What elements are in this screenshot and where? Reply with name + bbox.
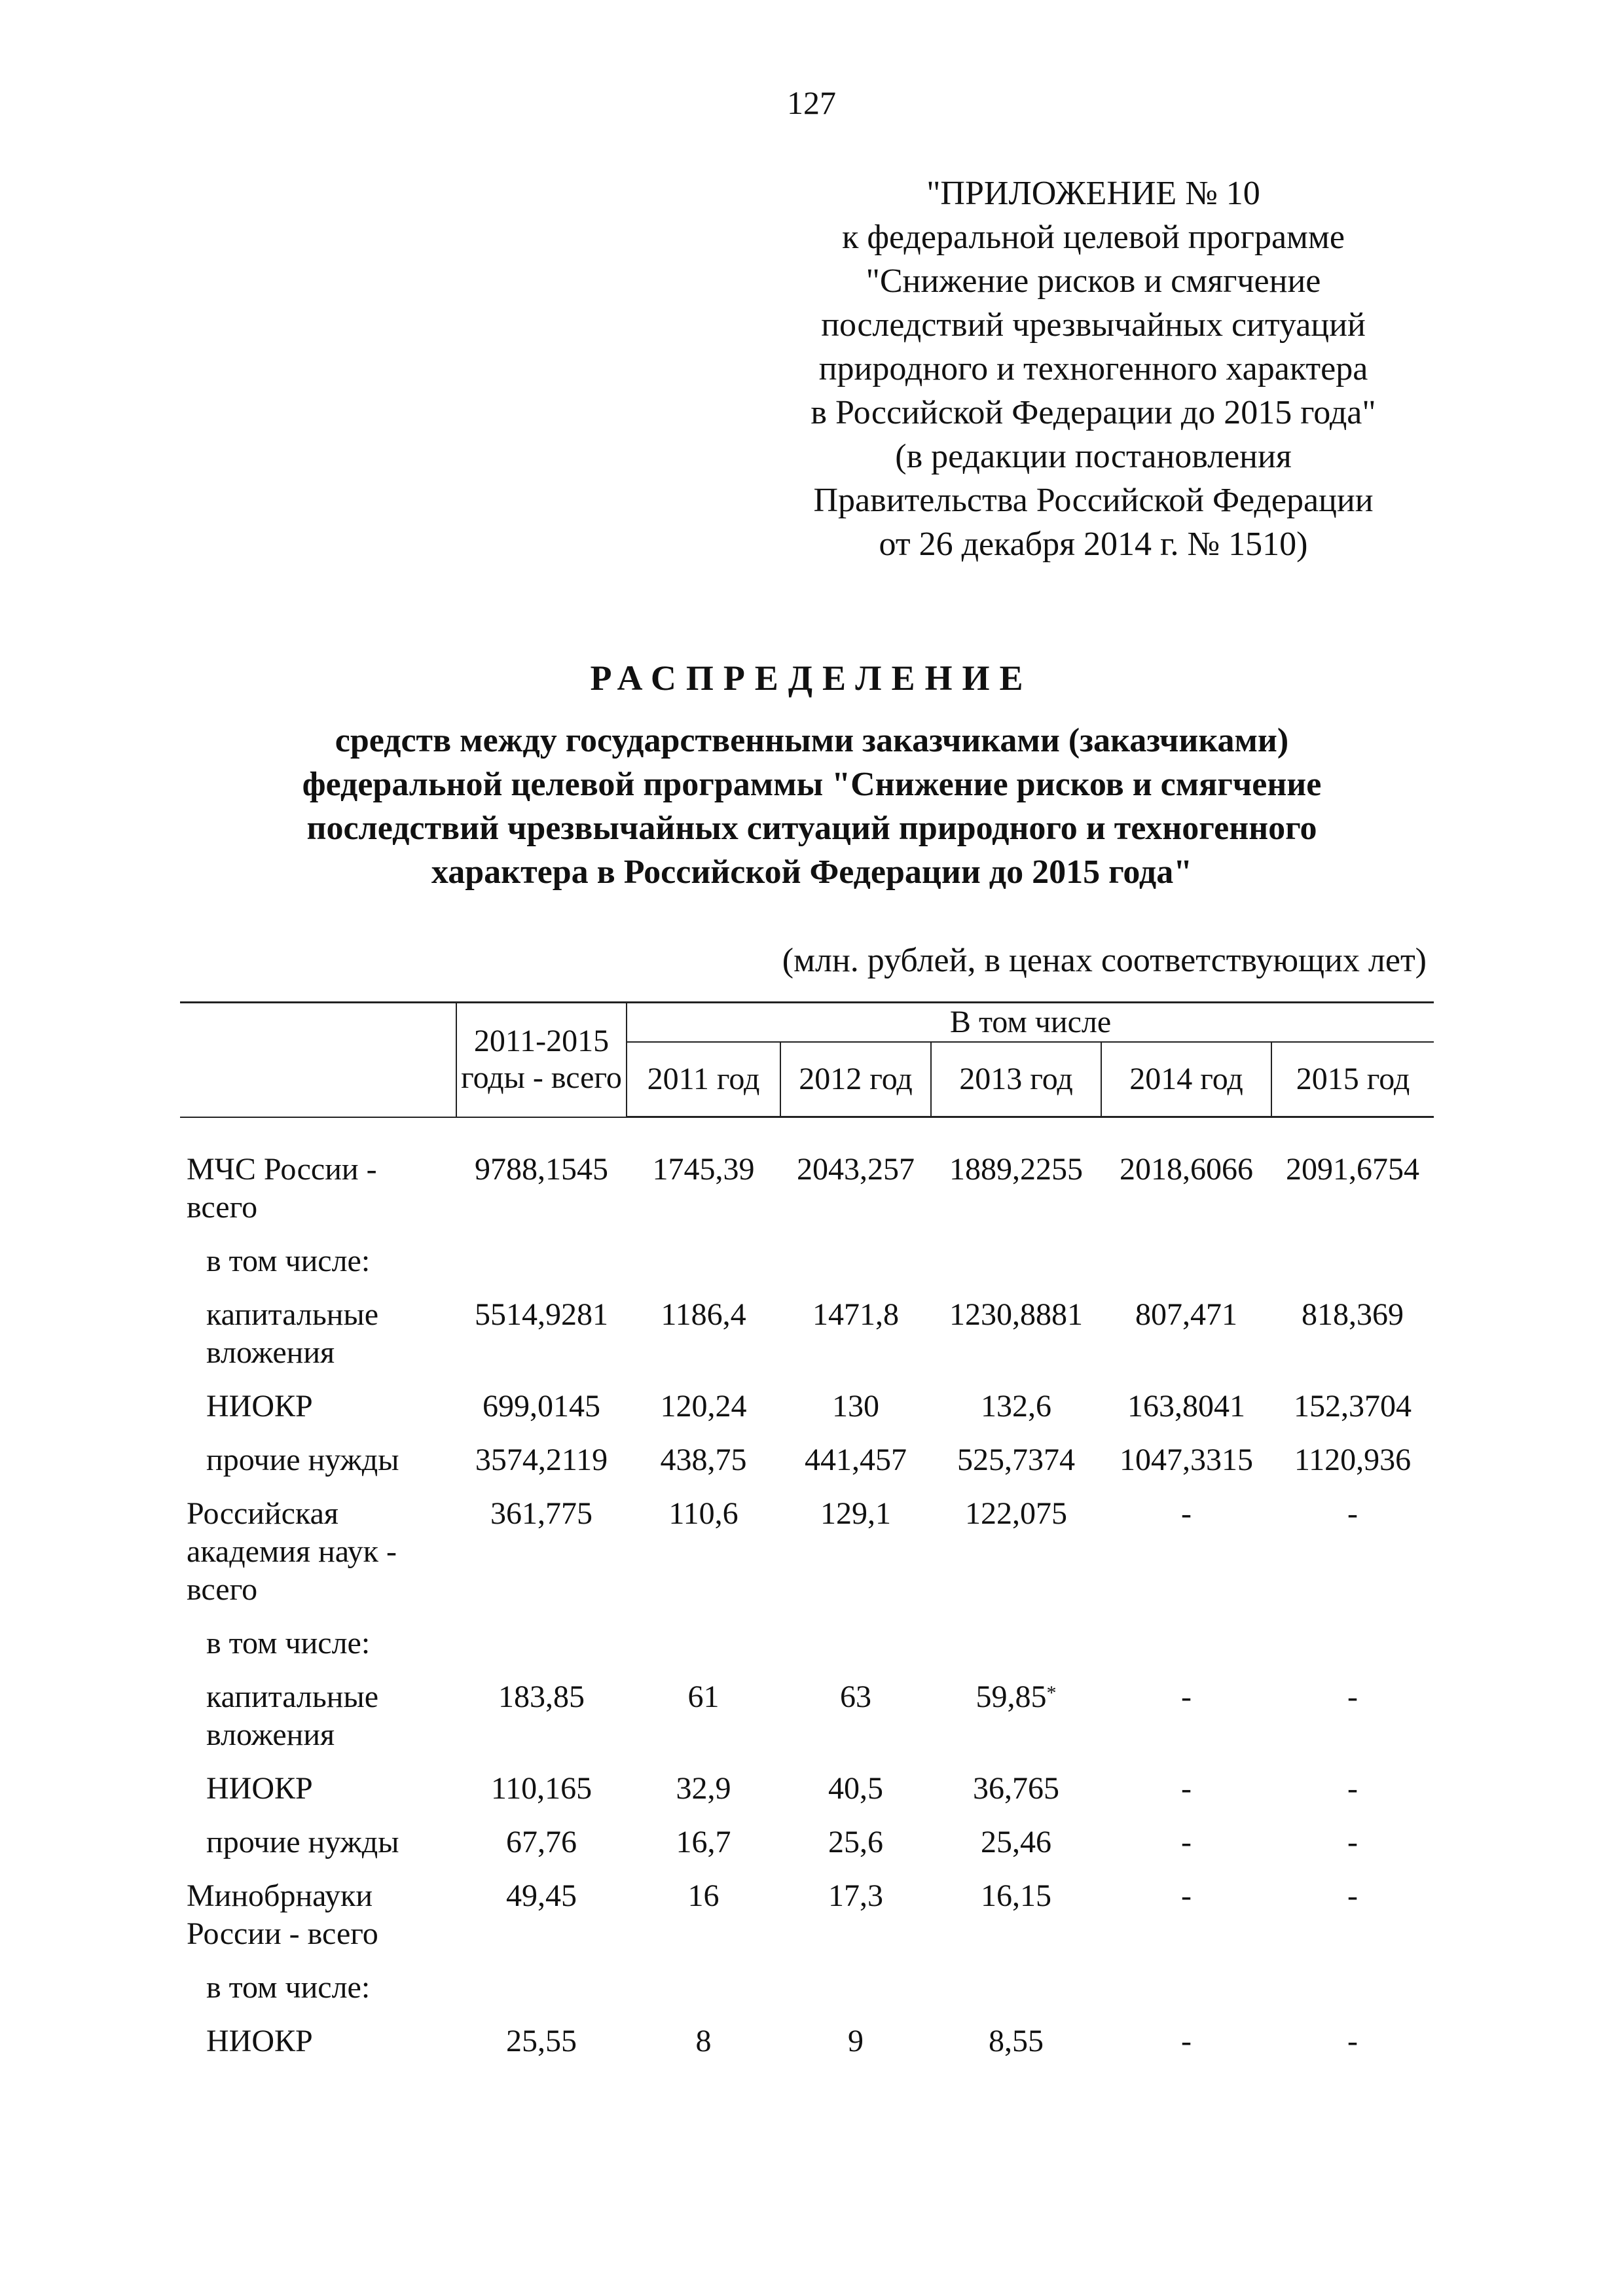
cell-value: 818,369: [1302, 1297, 1404, 1332]
row-value: [627, 1678, 780, 1770]
cell-value: 25,6: [828, 1825, 883, 1859]
row-value: [627, 1823, 780, 1877]
row-value: [627, 2022, 780, 2076]
cell-value: 110,6: [668, 1496, 739, 1531]
cell-value: 120,24: [660, 1389, 747, 1424]
row-value: [456, 1242, 627, 1296]
row-value: [780, 1877, 931, 1969]
row-value: [627, 1296, 780, 1388]
cell-value: -: [1347, 1496, 1359, 1531]
row-value: [780, 1678, 931, 1770]
cell-value: -: [1347, 1825, 1359, 1859]
appendix-line: "ПРИЛОЖЕНИЕ № 10: [926, 175, 1260, 212]
header-total: 2011-2015 годы - всего: [456, 1003, 627, 1117]
cell-value: 129,1: [820, 1496, 891, 1531]
row-value: [627, 1388, 780, 1441]
row-value: [931, 1877, 1101, 1969]
appendix-line: (в редакции постановления: [895, 438, 1292, 475]
cell-value: 1471,8: [812, 1297, 899, 1332]
cell-value: -: [1347, 2024, 1359, 2058]
cell-value: 8: [695, 2024, 712, 2058]
appendix-line: от 26 декабря 2014 г. № 1510): [879, 526, 1308, 563]
row-value: [1101, 1495, 1271, 1624]
row-value: [456, 1441, 627, 1495]
row-value: [931, 1296, 1101, 1388]
cell-value: 1230,8881: [949, 1297, 1083, 1332]
cell-value: 1186,4: [661, 1297, 746, 1332]
table-row: [180, 1823, 1434, 1877]
row-value: [931, 1242, 1101, 1296]
row-value: [1271, 1624, 1434, 1678]
distribution-table: [180, 1001, 1434, 2076]
row-value: [456, 1151, 627, 1242]
row-label: капитальные вложения: [206, 1297, 379, 1370]
cell-value: 3574,2119: [475, 1443, 608, 1477]
subheading-line: федеральной целевой программы "Снижение рисков и смягчение: [302, 766, 1322, 803]
header-group: В том числе: [627, 1003, 1434, 1043]
cell-value: -: [1181, 1878, 1192, 1913]
cell-value: 361,775: [490, 1496, 593, 1531]
document-heading: РАСПРЕДЕЛЕНИЕ: [590, 658, 1033, 698]
appendix-line: "Снижение рисков и смягчение: [866, 262, 1321, 300]
row-value: [1271, 1388, 1434, 1441]
header-year: 2013 год: [931, 1042, 1101, 1117]
row-value: [1271, 1495, 1434, 1624]
row-value: [456, 1678, 627, 1770]
cell-value: -: [1181, 2024, 1192, 2058]
row-label: прочие нужды: [206, 1443, 399, 1477]
row-value: [627, 1877, 780, 1969]
row-value: [780, 1151, 931, 1242]
row-value: [780, 1624, 931, 1678]
row-value: [780, 1296, 931, 1388]
row-value: [627, 1495, 780, 1624]
table-row: [180, 1770, 1434, 1823]
row-value: [1101, 1969, 1271, 2022]
row-value: [1271, 1678, 1434, 1770]
cell-value: -: [1347, 1878, 1359, 1913]
cell-value: 59,85: [976, 1679, 1047, 1714]
cell-value: 25,55: [506, 2024, 577, 2058]
cell-value: 8,55: [989, 2024, 1044, 2058]
appendix-line: в Российской Федерации до 2015 года": [811, 394, 1376, 431]
cell-value: 36,765: [973, 1771, 1059, 1806]
row-value: [931, 1823, 1101, 1877]
footnote-mark: *: [1046, 1682, 1057, 1704]
row-label: МЧС России - всего: [187, 1152, 377, 1225]
row-value: [931, 1678, 1101, 1770]
cell-value: 699,0145: [483, 1389, 600, 1424]
cell-value: 152,3704: [1294, 1389, 1412, 1424]
row-label: Минобрнауки России - всего: [187, 1878, 378, 1951]
row-value: [931, 1770, 1101, 1823]
cell-value: -: [1347, 1771, 1359, 1806]
row-value: [627, 1242, 780, 1296]
table-body: [180, 1117, 1434, 2077]
row-value: [931, 2022, 1101, 2076]
cell-value: 16,15: [981, 1878, 1051, 1913]
row-value: [1271, 1823, 1434, 1877]
row-value: [1101, 1296, 1271, 1388]
table-row: [180, 1296, 1434, 1388]
row-label: НИОКР: [206, 1771, 313, 1806]
document-subheading: [196, 719, 1427, 894]
row-label: в том числе:: [206, 1626, 371, 1660]
cell-value: 32,9: [676, 1771, 731, 1806]
row-value: [627, 1770, 780, 1823]
table-row: [180, 1678, 1434, 1770]
row-label: прочие нужды: [206, 1825, 399, 1859]
appendix-line: последствий чрезвычайных ситуаций: [821, 306, 1366, 344]
cell-value: 183,85: [498, 1679, 585, 1714]
subheading-line: средств между государственными заказчиками (заказчиками): [335, 722, 1289, 759]
cell-value: 2018,6066: [1120, 1152, 1253, 1187]
cell-value: 130: [832, 1389, 879, 1424]
row-value: [1101, 1678, 1271, 1770]
cell-value: 49,45: [506, 1878, 577, 1913]
row-value: [1101, 1624, 1271, 1678]
row-value: [1271, 1877, 1434, 1969]
row-value: [1271, 1296, 1434, 1388]
cell-value: 25,46: [981, 1825, 1051, 1859]
cell-value: 9: [848, 2024, 864, 2058]
appendix-line: Правительства Российской Федерации: [813, 482, 1374, 519]
cell-value: 438,75: [660, 1443, 747, 1477]
row-value: [1101, 2022, 1271, 2076]
table-row: [180, 1388, 1434, 1441]
row-value: [1271, 1770, 1434, 1823]
row-value: [1271, 1969, 1434, 2022]
units-note: (млн. рублей, в ценах соответствующих лет): [782, 942, 1427, 979]
cell-value: 1047,3315: [1120, 1443, 1253, 1477]
row-value: [456, 2022, 627, 2076]
row-value: [1101, 1441, 1271, 1495]
table-row: [180, 1441, 1434, 1495]
cell-value: 16: [687, 1878, 720, 1913]
row-value: [1101, 1877, 1271, 1969]
row-label: НИОКР: [206, 1389, 313, 1424]
cell-value: 122,075: [965, 1496, 1067, 1531]
row-value: [1271, 1242, 1434, 1296]
appendix-line: природного и техногенного характера: [818, 350, 1368, 387]
cell-value: 9788,1545: [475, 1152, 608, 1187]
cell-value: 1889,2255: [949, 1152, 1083, 1187]
row-value: [1101, 1823, 1271, 1877]
cell-value: 1120,936: [1294, 1443, 1412, 1477]
cell-value: 40,5: [828, 1771, 883, 1806]
row-value: [1101, 1770, 1271, 1823]
table-row: [180, 1877, 1434, 1969]
row-value: [627, 1151, 780, 1242]
row-value: [456, 1495, 627, 1624]
row-value: [456, 1624, 627, 1678]
row-value: [780, 1770, 931, 1823]
row-value: [931, 1441, 1101, 1495]
table-row: [180, 1495, 1434, 1624]
row-value: [780, 1441, 931, 1495]
subheading-line: характера в Российской Федерации до 2015 года": [431, 853, 1193, 891]
row-value: [627, 1441, 780, 1495]
cell-value: -: [1181, 1771, 1192, 1806]
table-row: [180, 1151, 1434, 1242]
row-value: [780, 1388, 931, 1441]
cell-value: -: [1181, 1825, 1192, 1859]
cell-value: -: [1181, 1679, 1192, 1714]
cell-value: 1745,39: [652, 1152, 755, 1187]
row-value: [456, 1823, 627, 1877]
row-value: [627, 1969, 780, 2022]
row-label: в том числе:: [206, 1970, 371, 2005]
cell-value: 110,165: [490, 1771, 593, 1806]
row-value: [1101, 1388, 1271, 1441]
cell-value: 17,3: [828, 1878, 883, 1913]
row-value: [456, 1296, 627, 1388]
appendix-note: [720, 171, 1467, 566]
cell-value: -: [1347, 1679, 1359, 1714]
cell-value: 63: [840, 1679, 871, 1714]
row-value: [1101, 1151, 1271, 1242]
row-value: [931, 1495, 1101, 1624]
row-value: [456, 1877, 627, 1969]
row-value: [931, 1388, 1101, 1441]
row-value: [780, 1495, 931, 1624]
row-value: [456, 1969, 627, 2022]
row-value: [1271, 1151, 1434, 1242]
row-value: [456, 1388, 627, 1441]
header-year: 2014 год: [1101, 1042, 1271, 1117]
cell-value: 67,76: [506, 1825, 577, 1859]
cell-value: 441,457: [805, 1443, 907, 1477]
header-year: 2011 год: [627, 1042, 780, 1117]
row-label: капитальные вложения: [206, 1679, 379, 1752]
table-row: [180, 1624, 1434, 1678]
cell-value: -: [1181, 1496, 1192, 1531]
row-label: НИОКР: [206, 2024, 313, 2058]
row-label: Российская академия наук - всего: [187, 1496, 397, 1607]
cell-value: 132,6: [981, 1389, 1051, 1424]
header-empty: [180, 1003, 456, 1117]
row-value: [1101, 1242, 1271, 1296]
row-value: [456, 1770, 627, 1823]
row-value: [780, 1969, 931, 2022]
cell-value: 2091,6754: [1286, 1152, 1420, 1187]
cell-value: 163,8041: [1127, 1389, 1245, 1424]
cell-value: 16,7: [676, 1825, 731, 1859]
cell-value: 807,471: [1135, 1297, 1237, 1332]
header-year: 2015 год: [1271, 1042, 1434, 1117]
table-row: [180, 2022, 1434, 2076]
cell-value: 525,7374: [957, 1443, 1075, 1477]
appendix-line: к федеральной целевой программе: [842, 219, 1345, 256]
cell-value: 2043,257: [797, 1152, 915, 1187]
page-number: 127: [787, 84, 836, 121]
row-value: [1271, 2022, 1434, 2076]
row-value: [780, 1242, 931, 1296]
header-year: 2012 год: [780, 1042, 931, 1117]
row-value: [931, 1624, 1101, 1678]
table-row: [180, 1242, 1434, 1296]
row-value: [780, 2022, 931, 2076]
row-value: [1271, 1441, 1434, 1495]
row-value: [931, 1151, 1101, 1242]
row-label: в том числе:: [206, 1244, 371, 1278]
row-value: [931, 1969, 1101, 2022]
row-value: [780, 1823, 931, 1877]
subheading-line: последствий чрезвычайных ситуаций природного и техногенного: [306, 810, 1317, 847]
row-value: [627, 1624, 780, 1678]
cell-value: 5514,9281: [475, 1297, 608, 1332]
table-row: [180, 1969, 1434, 2022]
cell-value: 61: [687, 1679, 720, 1714]
